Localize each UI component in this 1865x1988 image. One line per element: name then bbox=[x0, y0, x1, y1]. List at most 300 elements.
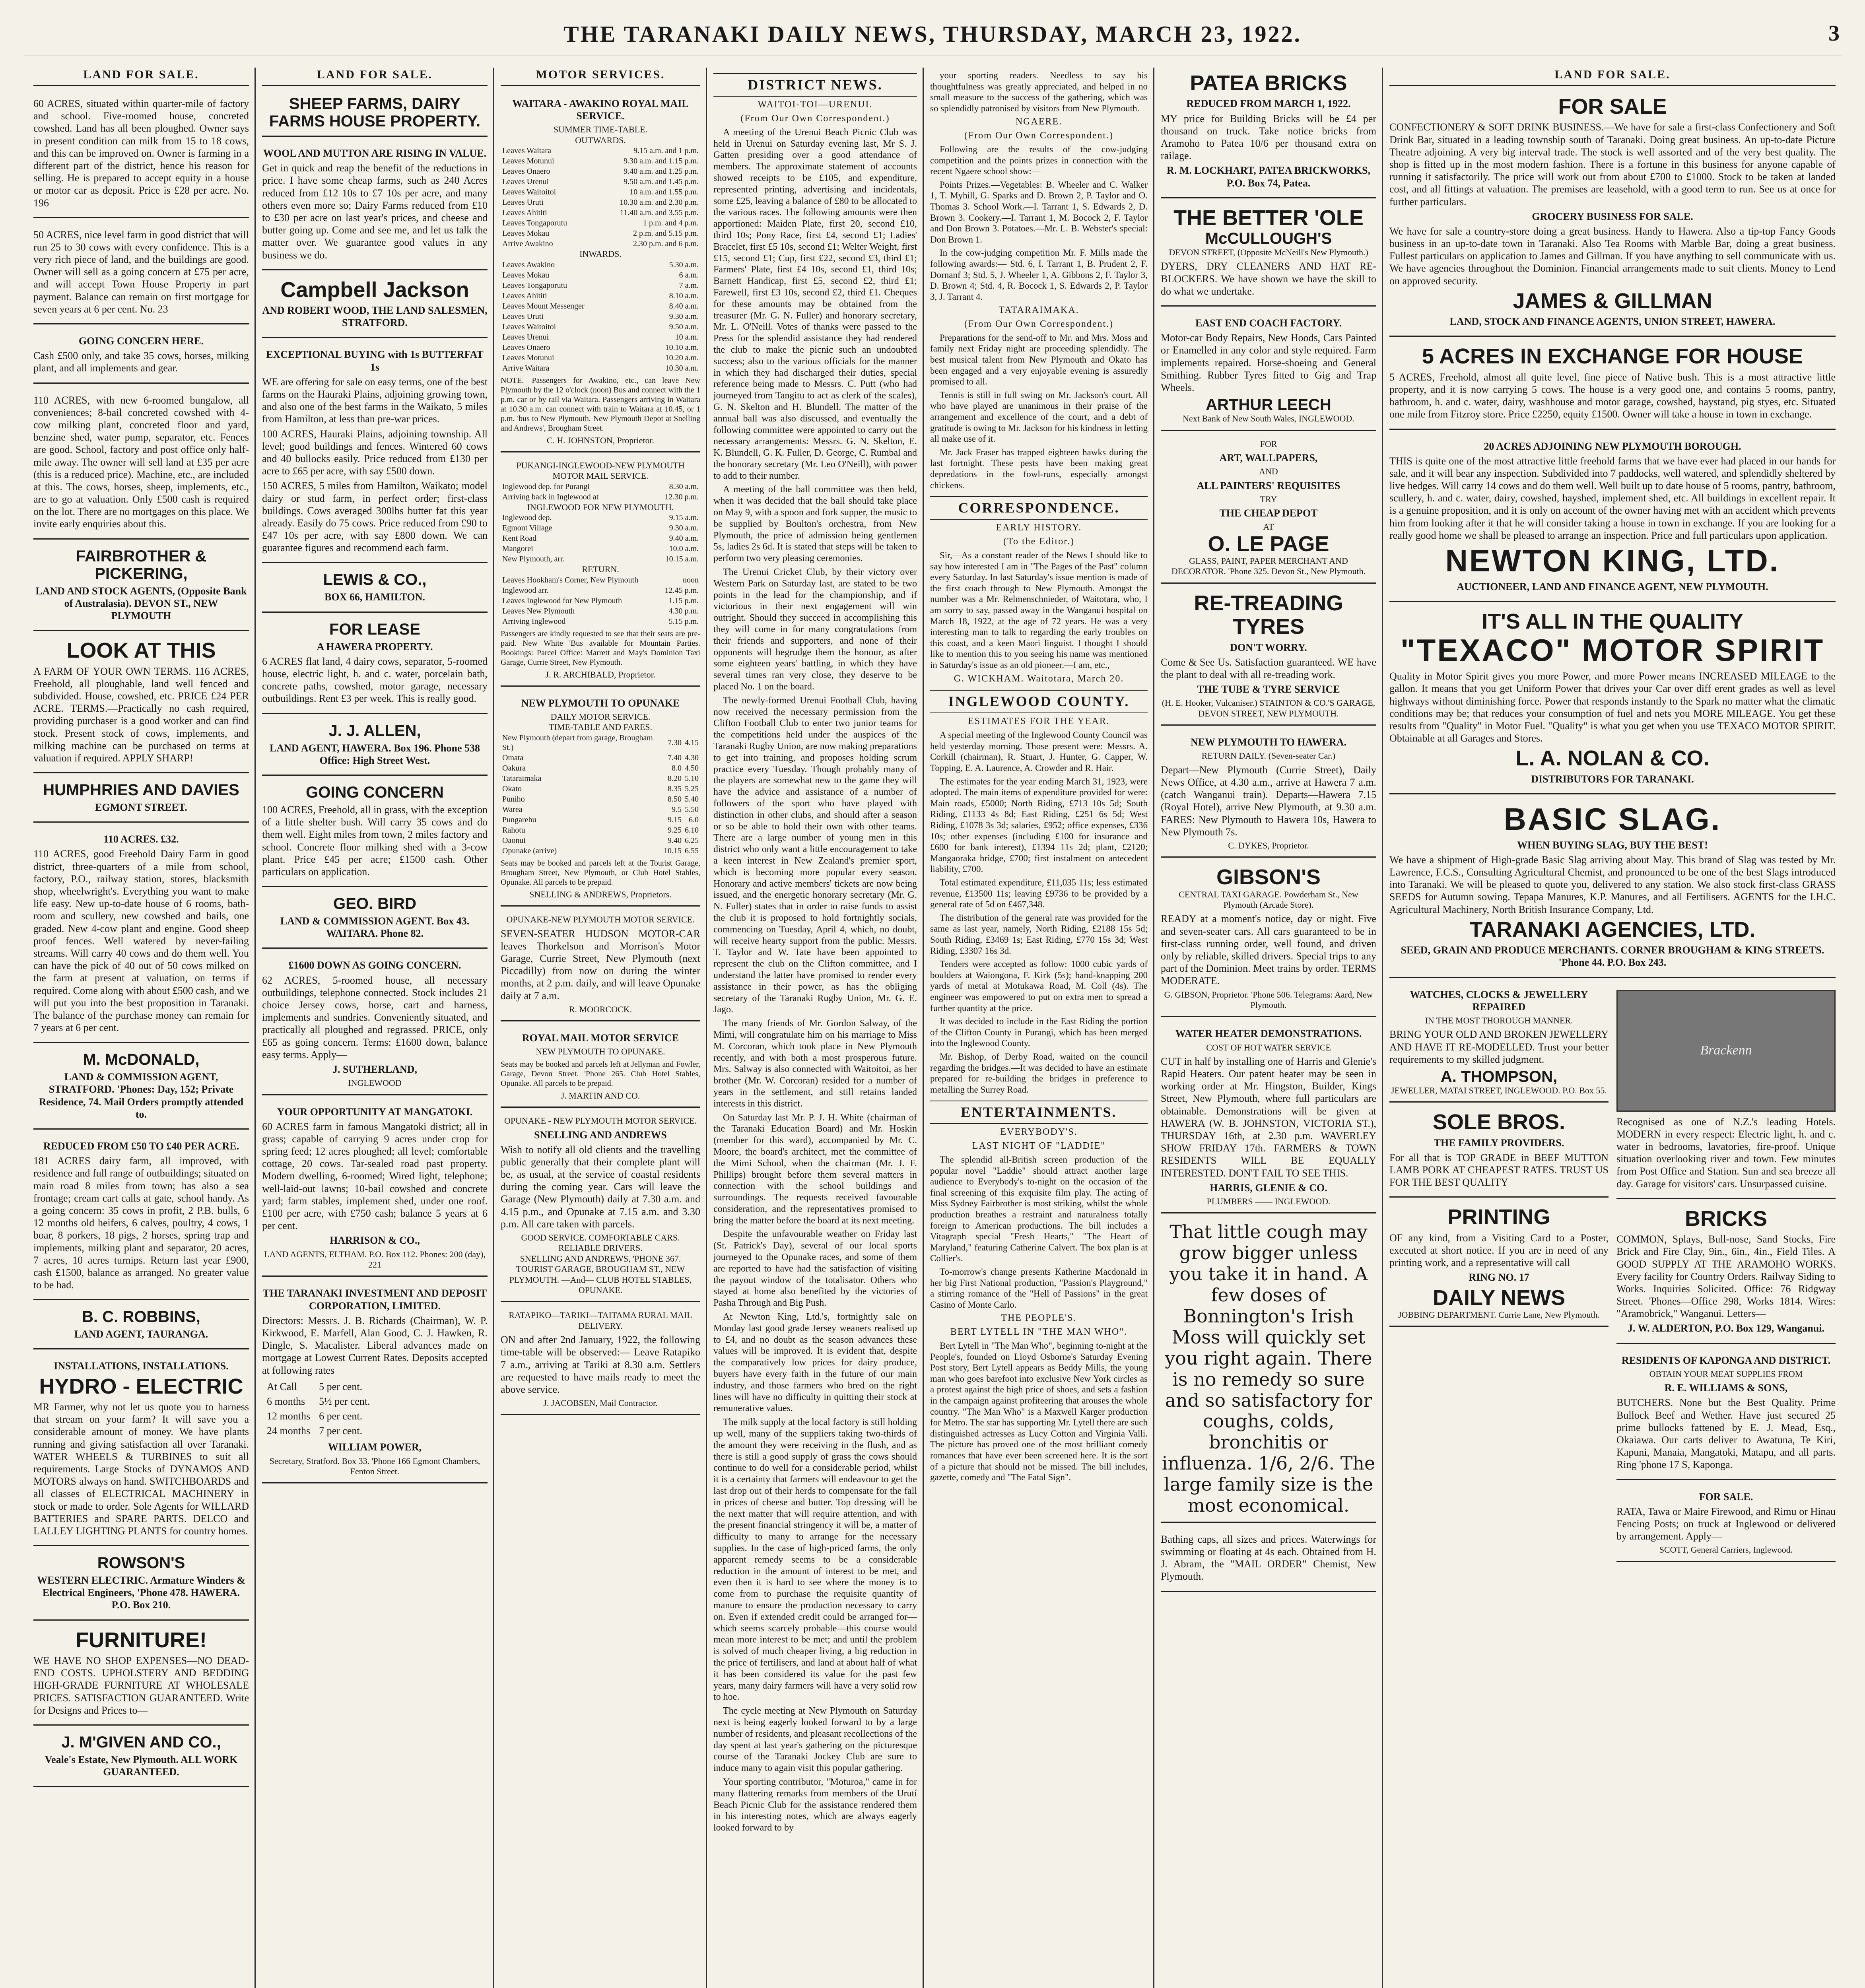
ad-subheading: PLUMBERS —— INGLEWOOD. bbox=[1206, 1196, 1331, 1206]
timetable-cell: 9.30 a.m. and 1.15 p.m. bbox=[624, 157, 699, 166]
ad-signature: J. MARTIN AND CO. bbox=[561, 1090, 640, 1101]
ad-subheading: REDUCED FROM £50 TO £40 PER ACRE. bbox=[43, 1140, 239, 1152]
ad-subheading: WOOL AND MUTTON ARE RISING IN VALUE. bbox=[263, 148, 487, 159]
ad-subheading: WESTERN ELECTRIC. Armature Winders & Electrical Engineers, 'Phone 478. HAWERA. P.O. Box 210. bbox=[37, 1574, 245, 1611]
ad-heading: NEWTON KING, LTD. bbox=[1445, 543, 1780, 579]
article-paragraph: Sir,—As a constant reader of the News I should like to say how interested I am in "The Pages of the Past" column every Saturday. In last Saturday's issue mention is made of the first coach through to New Plymouth. Amongst the number was a Mr. Relmenschnieder, of Waitotara, who, I am sorry to say, passed away in the Wanganui hospital on March 18, 1922, at the age of 72 years. He was a very interesting man to talk to regarding the early troubles on this coast, and a keen Maori linguist. I thought I should like to mention this to you seeing his name was mentioned in Saturday's issue as an old pioneer.—I am, etc., bbox=[930, 550, 1148, 670]
table-cell: 7 per cent. bbox=[319, 1425, 363, 1437]
ad-text: WE are offering for sale on easy terms, one of the best farms on the Hauraki Plains, adjoining growing town, and also one of the best farms in the Waikato, 5 miles from Hamilton, at less than pre-war prices. bbox=[262, 376, 488, 425]
timetable-row bbox=[501, 260, 700, 270]
timetable-row bbox=[501, 146, 700, 156]
classified-ad bbox=[262, 1099, 488, 1277]
timetable-cell: Mangorei bbox=[502, 544, 533, 553]
article-paragraph: To-morrow's change presents Katherine Macdonald in her big First National production, "Passion's Playground," a stirring romance of the "Hell of Passions" in the great Casino of Monte Carlo. bbox=[930, 1267, 1148, 1310]
timetable-cell: 9.50 a.m. bbox=[669, 322, 699, 331]
ad-heading: NEW PLYMOUTH TO HAWERA. bbox=[1190, 736, 1346, 748]
ad-signature: G. GIBSON, Proprietor. 'Phone 506. Telegrams: Aard, New Plymouth. bbox=[1164, 989, 1373, 1010]
ad-heading: B. C. ROBBINS, bbox=[82, 1308, 200, 1326]
timetable-cell: Leaves Waitoitoi bbox=[502, 188, 556, 197]
article-paragraph: Total estimated expenditure, £11,035 11s; less estimated revenue, £13500 11s; leaving £9736 to be provided by a general rate of 5d on £467,348. bbox=[930, 878, 1148, 910]
timetable-row bbox=[501, 322, 700, 332]
ad-subheading: REDUCED FROM MARCH 1, 1922. bbox=[1186, 98, 1351, 110]
section-heading: LAND FOR SALE. bbox=[262, 68, 488, 86]
timetable-row bbox=[501, 733, 700, 753]
table-row bbox=[263, 1394, 374, 1408]
ad-subheading: DON'T WORRY. bbox=[1230, 641, 1307, 653]
ad-line: AND bbox=[1259, 466, 1278, 477]
ad-heading: PRINTING bbox=[1447, 1205, 1550, 1229]
ad-text: 150 ACRES, 5 miles from Hamilton, Waikato; model dairy or stud farm, in perfect order; first-class buildings. Cows averaged 300lbs butter fat this year already. Easily do 75 cows. Price reduced from £90 to £47 10s per acre, with say £800 down. We can guarantee figures and recommend each farm. bbox=[262, 480, 488, 554]
ad-subheading: THE TARANAKI INVESTMENT AND DEPOSIT CORPORATION, LIMITED. bbox=[262, 1287, 487, 1312]
ad-signature: SNELLING AND ANDREWS, 'PHONE 367. TOURIST GARAGE, BROUGHAM ST., NEW PLYMOUTH. —And— CLUB HOTEL STABLES, OPUNAKE. bbox=[509, 1253, 692, 1295]
timetable-row bbox=[501, 280, 700, 291]
timetable-cell: Leaves Waitoitoi bbox=[502, 322, 556, 331]
timetable-row bbox=[501, 513, 700, 523]
timetable-cell: 12.30 p.m. bbox=[664, 492, 699, 501]
timetable bbox=[501, 260, 700, 373]
classified-ad bbox=[262, 567, 488, 612]
ad-signature: R. M. LOCKHART, PATEA BRICKWORKS, P.O. Box 74, Patea. bbox=[1167, 165, 1370, 189]
column-1 bbox=[28, 68, 254, 1988]
ad-heading: BASIC SLAG. bbox=[1504, 801, 1721, 837]
timetable-row bbox=[501, 239, 700, 249]
timetable-row bbox=[501, 606, 700, 616]
timetable-cell: Arrive Awakino bbox=[502, 239, 553, 248]
ad-text: 110 ACRES, good Freehold Dairy Farm in good district, three-quarters of a mile from school, factory, P.O., railway station, stores, blacksmith shop, wheelwright's. Everything you want to make life easy. New up-to-date house of 6 rooms, bath-room and scullery, new cowshed and bails, one graded. New 4-cow plant and engine. Good sheep proof fences. Well watered by never-failing streams. Will carry 40 cows and do them well. You can have the pick of 40 out of 50 cows milked on the farm at present at valuation, on terms if required. Come along with about £500 cash, and we will put you into the best proposition in Taranaki. The balance of the purchase money can remain for 7 years at 6 per cent. bbox=[33, 848, 249, 1034]
article-paragraph: The estimates for the year ending March 31, 1923, were adopted. The main items of expenditure provided for were: Main roads, £5000; North Riding, £713 10s 5d; South Riding, £1133 4s 8d; East Riding, £251 6s 5d; West Riding, £1078 3s 3d; salaries, £952; office expenses, £336 10s; other expenses (including £100 for insurance and £600 for bank interest), £1394 11s 2d; plant, £2120; Mangaoraka bridge, £700; first instalment on antecedent liability, £700. bbox=[930, 776, 1148, 874]
timetable-cell: 9.30 a.m. bbox=[669, 524, 699, 533]
timetable-ad bbox=[501, 691, 700, 907]
classified-ad bbox=[33, 222, 249, 324]
timetable-cell: Inglewood arr. bbox=[502, 586, 549, 595]
ad-subheading: DAILY MOTOR SERVICE. bbox=[550, 712, 651, 722]
ad-signature: SNELLING & ANDREWS, Proprietors. bbox=[529, 889, 672, 899]
table-row bbox=[263, 1424, 374, 1438]
timetable-cell: 4.30 p.m. bbox=[668, 606, 699, 615]
ad-heading: J. J. ALLEN, bbox=[328, 722, 421, 740]
classified-ad bbox=[33, 328, 249, 384]
column-4 bbox=[708, 68, 923, 1988]
timetable-cell: Leaves Motunui bbox=[502, 157, 554, 166]
article-byline: (From Our Own Correspondent.) bbox=[740, 113, 890, 124]
table-cell: 24 months bbox=[267, 1425, 311, 1437]
timetable-cell: 5.50 bbox=[685, 805, 699, 814]
ad-subheading: AUCTIONEER, LAND AND FINANCE AGENT, NEW PLYMOUTH. bbox=[1457, 580, 1768, 592]
ad-subheading: GLASS, PAINT, PAPER MERCHANT AND DECORATOR. 'Phone 325. Devon St., New Plymouth. bbox=[1171, 556, 1366, 577]
article-paragraph: A meeting of the ball committee was then held, when it was decided that the ball should take place on May 9, with a spoon and fork supper, the music to be supplied by Boulton's orchestra, from New Plymouth, the price of admission being gentlemen 5s, ladies 2s 6d. It is stated that steps will be taken to perform two very pleasing ceremonies. bbox=[713, 484, 917, 564]
ad-subheading: JEWELLER, MATAI STREET, INGLEWOOD. P.O. Box 55. bbox=[1391, 1085, 1607, 1095]
timetable-row bbox=[501, 825, 700, 835]
timetable-cell: 9.40 bbox=[668, 836, 682, 845]
timetable-cell: 9.40 a.m. and 1.25 p.m. bbox=[624, 167, 699, 176]
timetable-row bbox=[501, 835, 700, 846]
classified-ad bbox=[33, 1134, 249, 1300]
ad-subheading: OUTWARDS. bbox=[575, 135, 626, 145]
ad-text: 6 ACRES flat land, 4 dairy cows, separator, 5-roomed house, electric light, h. and c. water, porcelain bath, concrete paths, cowshed, motor garage, necessary outbuildings. Rent £3 per week. This is really good. bbox=[262, 655, 488, 705]
table-row bbox=[263, 1409, 374, 1423]
section-heading: MOTOR SERVICES. bbox=[501, 68, 700, 86]
timetable-cell: Rahotu bbox=[502, 825, 525, 835]
ad-signature: SCOTT, General Carriers, Inglewood. bbox=[1659, 1545, 1793, 1555]
timetable-cell: Puniho bbox=[502, 794, 525, 804]
classified-ad bbox=[1616, 982, 1836, 1199]
ad-text: We have a shipment of High-grade Basic Slag arriving about May. This brand of Slag was tested by Mr. Lawrence, F.C.S., Consulting Agricultural Chemist, and pronounced to be one of the best Slags introduced into Taranaki. We will be pleased to quote you, delivered to any station. We also stock first-class GRASS SEEDS for Autumn sowing. Tepapa Manures, K.P. Manures, and all Fertilisers. AGENTS for the I.H.C. Agricultural Machinery, North British Insurance Company, Ltd. bbox=[1389, 854, 1836, 915]
article-paragraph: The distribution of the general rate was provided for the same as last year, namely, North Riding, £2188 15s 5d; South Riding, £3469 1s; East Riding, £770 15s 3d; West Riding, £3307 16s 3d. bbox=[930, 912, 1148, 956]
timetable-cell: 2.30 p.m. and 6 p.m. bbox=[633, 239, 699, 248]
timetable-cell: Leaves Uruti bbox=[502, 198, 544, 207]
ad-text: CONFECTIONERY & SOFT DRINK BUSINESS.—We have for sale a first-class Confectionery and Soft Drink Bar, situated in a leading township south of Taranaki. Doing great business. An up-to-date Picture Theatre adjoining. A very big interval trade. The stock is well assorted and of the very best quality. The shop is fitted up in the most modern fashion. There is a fortune in this business for anyone capable of running it satisfactorily. The price will work out from about £700 to £1000. Stock to be taken at landed cost, and all fittings at valuation. The premises are leasehold, with a good term to run. See us at once for further particulars. bbox=[1389, 121, 1836, 208]
timetable-cell: Leaves Urenui bbox=[502, 177, 549, 186]
ad-heading: 5 ACRES IN EXCHANGE FOR HOUSE bbox=[1422, 344, 1803, 369]
article-paragraph: A meeting of the Urenui Beach Picnic Club was held in Urenui on Saturday evening last, Mr S. J. Gatten presiding over a good attendance of members. The approximate statement of accounts showed receipts to be £105, and expenditure, represented printing, advertising and incidentals, some £25, leaving a balance of £80 to be allocated to the various races. The following amounts were then apportioned: Maiden Plate, first 20, second £10, third 10s; Pony Race, first £4, second £1; Ladies' Bracelet, first £5 10s, second £1; Welter Weight, first £15, second £1; Cup, first £22, second £3, third £1; Farmers' Plate, first £4 10s, second £1, third 10s; Barnett Handicap, first £5, second £2, third £1; Farewell, first £3 10s, second £2, third £1. Cheques for these amounts may be obtained from the treasurer (Mr. G. N. Fuller) and honorary secretary, Mr. L. O'Neill. Votes of thanks were passed to the Press for the splendid assistance they had rendered the club to make the picnic such an undoubted success; also to the various officials for the manner in which they had discharged their duties, special reference being made to Messrs. C. Putt (who had journeyed from Tangitu to act as clerk of the scales), G. N. Skelton and H. Blundell. The matter of the annual ball was also discussed, and eventually the following committee were appointed to carry out the necessary arrangements: Messrs. G. N. Skelton, E. K. Blundell, G. K. Fuller, D. George, C. Rumbal and the honorary secretary (Mr. Leo O'Neill), with power to add to their number. bbox=[713, 127, 917, 481]
timetable-row bbox=[501, 311, 700, 322]
article-paragraph: Mr. Bishop, of Derby Road, waited on the council regarding the bridges.—It was decided to have an estimate prepared for re-building the bridges in preference to metalling the Surrey Road. bbox=[930, 1051, 1148, 1095]
ad-text: 181 ACRES dairy farm, all improved, with residence and full range of outbuildings; situated on main road 8 miles from town; has also a sea frontage; cream cart calls at gate, school handy. As a going concern: 35 cows in profit, 2 P.B. bulls, 6 12 months old heifers, 6 calves, poultry, 4 cows, 1 boar, 8 porkers, 18 pigs, 2 horses, spring trap and implements, milking plant and separator, 20 acres, 7 acres, 10 acres turnips. Return last year £900, cash £1500, balance as arranged. No greater value to be had. bbox=[33, 1155, 249, 1291]
timetable-ad bbox=[501, 91, 700, 452]
ad-subheading: OPUNAKE-NEW PLYMOUTH MOTOR SERVICE. bbox=[506, 914, 695, 925]
timetable-cell: 6 a.m. bbox=[679, 270, 699, 280]
article-paragraph: On Saturday last Mr. P. J. H. White (chairman of the Taranaki Education Board) and Mr. Hoskin (member for this ward), accompanied by Mr. C. Moore, the board's architect, met the committee of the Mimi School, when the chairman (Mr. J. F. Phillips) brought before them several matters in connection with the school buildings and surroundings. The requests received favourable consideration, and the representatives promised to bring the matter before the board at its next meeting. bbox=[713, 1112, 917, 1226]
ad-text: 62 ACRES, 5-roomed house, all necessary outbuildings, telephone connected. Stock includes 21 choice Jersey cows, horse, cart and harness, implements and sundries. Conveniently situated, and practically all ploughed and regrassed. PRICE, only £65 as going concern. Terms: £1600 down, balance easy terms. Apply— bbox=[262, 974, 488, 1060]
timetable-cell: Leaves Motunui bbox=[502, 353, 554, 362]
timetable-row bbox=[501, 846, 700, 856]
table-cell: At Call bbox=[267, 1380, 297, 1392]
article-paragraph: Despite the unfavourable weather on Friday last (St. Patrick's Day), several of our local sports journeyed to the Opunake races, and some of them are reported to have had the satisfaction of visiting the payout window of the totalisator. Others who stayed at home also benefited by the victories of Pasha Through and Big Push. bbox=[713, 1229, 917, 1309]
timetable-row bbox=[501, 753, 700, 763]
table-cell: 12 months bbox=[267, 1410, 311, 1422]
ad-text: READY at a moment's notice, day or night. Five and seven-seater cars. All cars guaranteed to be in first-class running order, well found, and driven only by reliable, skilled drivers. Special trips to any part of the Dominion. Meet trains by order. TERMS MODERATE. bbox=[1161, 913, 1376, 987]
classified-ad bbox=[1389, 606, 1836, 794]
classified-ad bbox=[33, 388, 249, 540]
ad-subheading: LAND & COMMISSION AGENT. Box 43. WAITARA. Phone 82. bbox=[280, 915, 470, 940]
classified-ad bbox=[1161, 202, 1376, 307]
ad-subheading: RING NO. 17 bbox=[1469, 1272, 1529, 1283]
timetable-row bbox=[501, 554, 700, 564]
timetable-row bbox=[501, 197, 700, 208]
ad-subheading: NEW PLYMOUTH TO OPUNAKE bbox=[521, 697, 680, 709]
timetable-row bbox=[501, 596, 700, 606]
ad-text: Bathing caps, all sizes and prices. Waterwings for swimming or floating at 4s each. Obtained from H. J. Abram, the "MAIL ORDER" Chemist, New Plymouth. bbox=[1161, 1533, 1376, 1582]
timetable-cell: 8.30 a.m. bbox=[669, 482, 699, 491]
timetable-row bbox=[501, 523, 700, 533]
ad-heading: GIBSON'S bbox=[1216, 865, 1321, 889]
ad-text: 60 ACRES, situated within quarter-mile of factory and school. Five-roomed house, concreted cowshed. Land has all been ploughed. Owner says in present condition can milk from 15 to 18 cows, and this can be improved on. Owner is farming in a different part of the district, hence his reason for selling. He is prepared to accept equity in a house or motor car as deposit. Price is £28 per acre. No. 196 bbox=[33, 98, 249, 209]
timetable-cell: 10 a.m. and 1.55 p.m. bbox=[629, 188, 699, 197]
ad-heading: GEO. BIRD bbox=[333, 895, 416, 913]
ad-subheading: PUKANGI-INGLEWOOD-NEW PLYMOUTH MOTOR MAIL SERVICE. bbox=[516, 460, 685, 481]
ad-line: IT'S ALL IN THE QUALITY bbox=[1482, 610, 1743, 634]
classified-ad bbox=[1616, 1484, 1836, 1562]
column-rule bbox=[254, 68, 256, 1988]
timetable-row bbox=[501, 208, 700, 218]
article-paragraph: A special meeting of the Inglewood County Council was held yesterday morning. Those present were: Messrs. A. Corkill (chairman), R. Stuart, J. Hunter, G. Capper, W. Topping, E. A. Laurence, A. Crowder and R. Hair. bbox=[930, 730, 1148, 773]
masthead bbox=[24, 12, 1841, 57]
ad-subheading: THE FAMILY PROVIDERS. bbox=[1434, 1137, 1564, 1149]
column-7 bbox=[1384, 68, 1841, 1988]
section-heading: LAND FOR SALE. bbox=[33, 68, 249, 86]
ad-text: Come & See Us. Satisfaction guaranteed. WE have the plant to deal with all re-treading work. bbox=[1161, 656, 1376, 681]
ad-heading: Campbell Jackson bbox=[280, 278, 469, 302]
ad-subheading: HARRISON & CO., bbox=[330, 1235, 420, 1246]
ad-line: ALL PAINTERS' REQUISITES bbox=[1197, 480, 1340, 491]
ad-text: Recognised as one of N.Z.'s leading Hotels. MODERN in every respect: Electric light, h. and c. water in bedrooms, lavatories, fire-proof. Unique situation overlooking river and town. Few minutes from Post Office and Station. Sun and sea breeze all day. Garage for visitors' cars. Unsurpassed cuisine. bbox=[1616, 1116, 1836, 1190]
classified-ad bbox=[33, 1625, 249, 1726]
timetable-cell: 9.15 bbox=[668, 815, 682, 824]
ad-heading: RE-TREADING TYRES bbox=[1194, 591, 1343, 639]
article-subtitle: LAST NIGHT OF "LADDIE" bbox=[972, 1141, 1106, 1151]
ad-heading: SHEEP FARMS, DAIRY FARMS HOUSE PROPERTY. bbox=[269, 95, 481, 130]
timetable-cell: 8.50 bbox=[668, 794, 682, 804]
table-row bbox=[263, 1380, 374, 1394]
timetable-cell: Arriving back in Inglewood at bbox=[502, 492, 599, 501]
ad-subheading: NEW PLYMOUTH TO OPUNAKE. bbox=[536, 1046, 665, 1057]
ad-signature: J. W. ALDERTON, P.O. Box 129, Wanganui. bbox=[1628, 1322, 1824, 1334]
ad-subheading: BOX 66, HAMILTON. bbox=[324, 591, 425, 603]
ad-subheading: OBTAIN YOUR MEAT SUPPLIES FROM bbox=[1649, 1369, 1803, 1379]
timetable-cell: Opunake (arrive) bbox=[502, 846, 557, 855]
timetable-cell: Pungarehu bbox=[502, 815, 536, 824]
timetable-cell: 10.0 a.m. bbox=[669, 544, 699, 553]
timetable-cell: Leaves Onaero bbox=[502, 167, 550, 176]
timetable-cell: Leaves Awakino bbox=[502, 260, 555, 269]
ad-subheading: RATAPIKO—TARIKI—TAITAMA RURAL MAIL DELIVERY. bbox=[509, 1310, 692, 1331]
timetable-row bbox=[501, 784, 700, 794]
timetable-row bbox=[501, 533, 700, 544]
timetable-cell: 9.15 a.m. bbox=[669, 513, 699, 522]
timetable-cell: Leaves Onaero bbox=[502, 343, 550, 352]
ad-heading: SNELLING AND ANDREWS bbox=[534, 1129, 667, 1141]
classified-ad bbox=[1389, 434, 1836, 602]
ad-signature: J. R. ARCHIBALD, Proprietor. bbox=[545, 669, 656, 679]
timetable-cell: 5.15 p.m. bbox=[668, 617, 699, 626]
timetable-cell: 6.25 bbox=[685, 836, 699, 845]
timetable-cell: Egmont Village bbox=[502, 524, 552, 533]
classified-ad bbox=[501, 911, 700, 1021]
classified-ad bbox=[33, 635, 249, 773]
ad-text: WE HAVE NO SHOP EXPENSES—NO DEAD-END COSTS. UPHOLSTERY AND BEDDING HIGH-GRADE FURNITURE AT WHOLESALE PRICES. SATISFACTION GUARANTEED. Write for Designs and Prices to— bbox=[33, 1655, 249, 1716]
timetable-cell: 8.0 bbox=[672, 763, 682, 773]
article-paragraph: Preparations for the send-off to Mr. and Mrs. Moss and family next Friday night are proceeding splendidly. The best musical talent from New Plymouth and Okato has been engaged and a very enjoyable evening is assuredly promised to all. bbox=[930, 332, 1148, 387]
section-heading: LAND FOR SALE. bbox=[1389, 68, 1836, 86]
timetable-cell: 6.0 bbox=[689, 815, 699, 824]
timetable bbox=[501, 481, 700, 502]
timetable bbox=[501, 513, 700, 564]
timetable-cell: 8.40 a.m. bbox=[669, 301, 699, 311]
classified-ad bbox=[1389, 1202, 1609, 1327]
deposit-rates-table bbox=[262, 1379, 375, 1439]
classified-ad bbox=[33, 544, 249, 631]
column-6 bbox=[1155, 68, 1382, 1988]
column-5 bbox=[925, 68, 1153, 1988]
timetable-cell: 7.30 bbox=[668, 738, 682, 747]
article-paragraph: Your sporting contributor, "Moturoa," came in for many flattering remarks from members of the Urutí Beach Picnic Club for the assistance rendered them in his interesting notes, which are always eagerly looked forward to by bbox=[713, 1776, 917, 1833]
ad-text: Get in quick and reap the benefit of the reductions in price. I have some cheap farms, such as 240 Acres reduced from £12 10s to £7 10s per acre, and many others even more so; Dairy Farms reduced from £10 to £30 per acre on last year's prices, and cheese and butter going up. Come and see me, and let us talk the matter over. We guarantee good values in any business we do. bbox=[262, 162, 488, 261]
ad-subheading: WAITARA - AWAKINO ROYAL MAIL SERVICE. bbox=[512, 98, 689, 122]
ad-signature: R. MOORCOCK. bbox=[569, 1004, 632, 1014]
timetable-cell: 2 p.m. and 5.15 p.m. bbox=[633, 229, 699, 238]
timetable-cell: 6.10 bbox=[685, 825, 699, 835]
ad-text: BUTCHERS. None but the Best Quality. Prime Bullock Beef and Wether. Have just secured 25 prime bullocks fattened by E. J. Mead, Esq., Okaiawa. Our carts deliver to Awatuna, Te Kiri, Kapuni, Manaia, Mangatoki, Matapu, and all parts. Ring 'phone 17 S, Kaponga. bbox=[1616, 1397, 1836, 1471]
classified-ad bbox=[1161, 862, 1376, 1017]
timetable-row bbox=[501, 177, 700, 187]
timetable-row bbox=[501, 301, 700, 311]
timetable-cell: 10.30 a.m. bbox=[665, 363, 699, 373]
article-paragraph: your sporting readers. Needless to say his thoughtfulness was greatly appreciated, and helped in no small measure to the success of the gathering, which was so splendidly patronised by visitors from New Plymouth. bbox=[930, 70, 1148, 113]
article-subtitle: BERT LYTELL IN "THE MAN WHO". bbox=[950, 1327, 1128, 1338]
ad-subheading: LAND AGENT, TAURANGA. bbox=[74, 1328, 208, 1340]
classified-ad bbox=[262, 342, 488, 563]
timetable-cell: Leaves Inglewood for New Plymouth bbox=[502, 596, 622, 605]
column-3 bbox=[495, 68, 706, 1988]
classified-ad bbox=[262, 891, 488, 949]
timetable-cell: Oakura bbox=[502, 763, 526, 773]
timetable-cell: Leaves Ahititi bbox=[502, 291, 547, 300]
article-paragraph: At Newton King, Ltd.'s, fortnightly sale on Monday last good grade Jersey weaners realised up to £4, and no doubt as the season advances these values will be improved. It is evident that, despite the comparatively low prices for dairy produce, buyers have every faith in the future of our main industry, and those farmers who bred on the right lines will have no difficulty in quitting their stock at remunerative values. bbox=[713, 1312, 917, 1414]
ad-text: Motor-car Body Repairs, New Hoods, Cars Painted or Enamelled in any color and style required. Farm implements repaired. Horse-shoeing and General Smithing. Rubber Tyres fitted to Gig and Trap Wheels. bbox=[1161, 332, 1376, 393]
ad-subheading: YOUR OPPORTUNITY AT MANGATOKI. bbox=[277, 1106, 473, 1118]
ad-subheading: 20 ACRES ADJOINING NEW PLYMOUTH BOROUGH. bbox=[1484, 440, 1741, 452]
masthead-title: THE TARANAKI DAILY NEWS, THURSDAY, MARCH 23, 1922. bbox=[563, 21, 1302, 47]
timetable-row bbox=[501, 187, 700, 197]
classified-ad bbox=[1389, 982, 1609, 1103]
ad-subheading: JOBBING DEPARTMENT. Currie Lane, New Plymouth. bbox=[1398, 1310, 1600, 1320]
ad-heading: ROWSON'S bbox=[97, 1554, 185, 1572]
classified-ad bbox=[33, 91, 249, 218]
article-paragraph: The splendid all-British screen production of the popular novel "Laddie" should attract another large audience to Everybody's to-night on the occasion of the final screening of this exquisite film play. The acting of Miss Sydney Fairbrother is most striking, whilst the whole production breathes a restraint and naturalness totally foreign to American productions. The bill includes a Vitagraph special "Fresh Hearts," "The Heart of Maryland," featuring Catherine Calvert. The box plan is at Collier's. bbox=[930, 1155, 1148, 1264]
ad-subheading: Secretary, Stratford. Box 33. 'Phone 166 Egmont Chambers, Fenton Street. bbox=[269, 1456, 480, 1477]
timetable-row bbox=[501, 228, 700, 239]
timetable-row bbox=[501, 218, 700, 228]
timetable-row bbox=[501, 270, 700, 280]
classified-ad bbox=[33, 1047, 249, 1130]
ad-subheading: GROCERY BUSINESS FOR SALE. bbox=[1532, 210, 1693, 222]
ad-heading: ARTHUR LEECH bbox=[1206, 396, 1331, 414]
timetable-cell: Arrive Waitara bbox=[502, 363, 550, 373]
ad-heading: PATEA BRICKS bbox=[1190, 71, 1347, 95]
ad-subheading: LAND AND STOCK AGENTS, (Opposite Bank of Australasia). DEVON ST., NEW PLYMOUTH bbox=[35, 585, 247, 621]
timetable-cell: Leaves Mount Messenger bbox=[502, 301, 585, 311]
section-heading: CORRESPONDENCE. bbox=[930, 496, 1148, 520]
ad-subheading: DISTRIBUTORS FOR TARANAKI. bbox=[1531, 773, 1694, 785]
timetable-cell: 10.15 a.m. bbox=[665, 555, 699, 564]
ad-heading: THE TUBE & TYRE SERVICE bbox=[1197, 683, 1340, 695]
ad-subheading: LAND AGENTS, ELTHAM. P.O. Box 112. Phones: 200 (day), 221 bbox=[264, 1249, 486, 1270]
timetable-cell: Leaves Uruti bbox=[502, 312, 544, 321]
timetable-cell: noon bbox=[683, 575, 699, 584]
ad-heading: LEWIS & CO., bbox=[323, 571, 427, 589]
timetable-cell: 1.15 p.m. bbox=[668, 596, 699, 605]
timetable-cell: Leaves Tongaporutu bbox=[502, 219, 567, 228]
section-heading: DISTRICT NEWS. bbox=[713, 73, 917, 97]
timetable-cell: Leaves Mokau bbox=[502, 270, 550, 280]
timetable-cell: 9.50 a.m. and 1.45 p.m. bbox=[624, 177, 699, 186]
ad-text: 5 ACRES, Freehold, almost all quite level, fine piece of Native bush. This is a most attractive little property, and it is now carrying 5 cows. The house is a very good one, and contains 5 rooms, pantry, bathroom, h. and c. water, dairy, washhouse and motor garage, cowshed, haystand, pig styes, etc. Situated one mile from Fitzroy store. Price £2250, equity £1500. Owner will take a house in town in exchange. bbox=[1389, 371, 1836, 420]
ad-text: THIS is quite one of the most attractive little freehold farms that we have ever had placed in our hands for sale, and it will bear any inspection. Subdivided into 7 paddocks, well watered, and splendidly sheltered by live hedges. Will carry 14 cows and do them well. Well built up to date house of 5 rooms, pantry, bathroom, scullery, h. and c. water, dairy, cowshed, hayshed, implement shed, etc. All buildings in excellent repair. It is a genuine proposition, and it is only on account of the owner having met with an accident which prevents him from looking after it that he will consider taking a house in town in exchange. If you are looking for a really good home we shall be pleased to arrange an inspection. Price and full particulars upon application. bbox=[1389, 455, 1836, 541]
classified-ad bbox=[262, 141, 488, 270]
classified-ad bbox=[1161, 68, 1376, 198]
ad-heading: WATER HEATER DEMONSTRATIONS. bbox=[1175, 1028, 1362, 1040]
classified-ad bbox=[1616, 1348, 1836, 1480]
timetable-row bbox=[501, 815, 700, 825]
article-byline: (From Our Own Correspondent.) bbox=[964, 130, 1114, 141]
ad-text: We have for sale a country-store doing a great business. Handy to Hawera. Also a tip-top Fancy Goods business in an up-to-date town in Taranaki. Also Tea Rooms with Marble Bar, doing a great business. Fullest particulars on application to James and Gillman. If you have anything to sell communicate with us. We have agencies throughout the Dominion. Financial arrangements made to suit clients. Money to Lend on approved security. bbox=[1389, 225, 1836, 287]
ad-subheading: LAND & COMMISSION AGENT, STRATFORD. 'Phones: Day, 152; Private Residence, 74. Mail Orders promptly attended to. bbox=[39, 1071, 244, 1120]
classified-ad bbox=[262, 953, 488, 1095]
timetable-cell: 5.40 bbox=[685, 794, 699, 804]
ad-line: TRY bbox=[1260, 494, 1277, 504]
ad-text: Wish to notify all old clients and the travelling public generally that their complete plant will be, as usual, at the service of coastal residents during the coming year. Cars will leave the Garage (New Plymouth) daily at 7.30 a.m. and 4.15 p.m., and Opunake at 7.15 a.m. and 3.30 p.m. All care taken with parcels. bbox=[501, 1143, 700, 1230]
ad-heading: SOLE BROS. bbox=[1432, 1110, 1566, 1134]
classified-ad bbox=[262, 780, 488, 887]
ad-heading: McCULLOUGH'S bbox=[1205, 230, 1332, 248]
ad-text: 60 ACRES farm in famous Mangatoki district; all in grass; capable of carrying 9 acres under crop for spring feed; 12 acres ploughed; all level; comfortable cottage, 20 cows. Tar-sealed road past property. Modern dwelling, 6-roomed; Wired light, telephone; well-laid-out lawns; 10-bail cowshed and concrete yard; farm stables, implement shed, under one roof. £100 per acre, with £750 cash; balance 5 years at 6 per cent. bbox=[262, 1120, 488, 1232]
timetable-cell: New Plymouth, arr. bbox=[502, 555, 565, 564]
timetable-row bbox=[501, 575, 700, 585]
timetable-cell: Leaves Tongaporutu bbox=[502, 281, 567, 290]
timetable-cell: 9.5 bbox=[672, 805, 682, 814]
classified-ad bbox=[1161, 1021, 1376, 1213]
classified-ad bbox=[1161, 435, 1376, 584]
ad-heading: JAMES & GILLMAN bbox=[1513, 289, 1712, 313]
ad-heading: WATCHES, CLOCKS & JEWELLERY REPAIRED bbox=[1410, 988, 1588, 1013]
timetable-row bbox=[501, 166, 700, 177]
timetable-row bbox=[501, 363, 700, 373]
timetable-row bbox=[501, 481, 700, 492]
classified-ad bbox=[33, 777, 249, 823]
ad-subheading: WILLIAM POWER, bbox=[328, 1441, 422, 1453]
column-rule bbox=[706, 68, 707, 1988]
ad-text: BRING YOUR OLD AND BROKEN JEWELLERY AND HAVE IT RE-MODELLED. Trust your better requirements to my skilled judgment. bbox=[1389, 1029, 1609, 1065]
timetable-cell: Okato bbox=[502, 784, 522, 793]
ad-heading: BRICKS bbox=[1684, 1206, 1767, 1231]
timetable-cell: Inglewood dep. for Purangi bbox=[502, 482, 590, 491]
article-signature: G. WICKHAM. Waitotara, March 20. bbox=[954, 673, 1124, 684]
ad-subheading: IN THE MOST THOROUGH MANNER. bbox=[1425, 1015, 1573, 1025]
ad-text: RATA, Tawa or Maire Firewood, and Rimu or Hinau Fencing Posts; on truck at Inglewood or delivered by arrangement. Apply— bbox=[1616, 1505, 1836, 1542]
ad-subheading: GOING CONCERN HERE. bbox=[78, 335, 204, 347]
timetable-row bbox=[501, 353, 700, 363]
timetable-row bbox=[501, 616, 700, 627]
timetable-row bbox=[501, 794, 700, 804]
timetable-cell: Leaves Hookham's Corner, New Plymouth bbox=[502, 575, 639, 584]
timetable-cell: 10.10 a.m. bbox=[665, 343, 699, 352]
timetable bbox=[501, 733, 700, 856]
ad-subheading: 110 ACRES. £32. bbox=[103, 833, 179, 845]
ad-heading: FOR SALE bbox=[1558, 95, 1667, 118]
article-paragraph: The many friends of Mr. Gordon Salway, of the Mimi, will congratulate him on his marriage to Miss M. Corcoran, which took place in New Plymouth recently, and with both a most prosperous future. Mrs. Salway is also connected with Waitoitoi, as her brother (Mr. W. Corcoran) resided for a number of years in the settlement, and still retains landed interests in this district. bbox=[713, 1018, 917, 1109]
ad-signature: C. DYKES, Proprietor. bbox=[1228, 840, 1309, 850]
classified-ad bbox=[1161, 730, 1376, 858]
ad-subheading: TIME-TABLE AND FARES. bbox=[549, 722, 652, 732]
ad-text: NOTE.—Passengers for Awakino, etc., can leave New Plymouth by the 12 o'clock (noon) Bus and connect with the 1 p.m. car or by rail via Waitara. Passengers arriving in Waitara at 10.30 a.m. can connect with train to Waitara at 10.45, or 1 p.m. 'bus to New Plymouth. New Plymouth Depot at Snelling and Andrews', Brougham Street. bbox=[501, 376, 700, 433]
classified-ad bbox=[1161, 311, 1376, 431]
timetable-cell: 8.20 bbox=[668, 774, 682, 783]
article-title: NGAERE. bbox=[1015, 116, 1063, 127]
article-paragraph: Tenders were accepted as follow: 1000 cubic yards of boulders at Waiongona, F. Kirk (5s); hand-knapping 200 yards of metal at Motukawa Road, M. Coll (4s). The engineer was empowered to put on extra men to spread a further quantity at the price. bbox=[930, 959, 1148, 1013]
timetable-cell: Leaves Mokau bbox=[502, 229, 550, 238]
classified-ad bbox=[33, 1304, 249, 1349]
ad-line: FOR bbox=[1260, 439, 1277, 449]
ad-subheading: RETURN. bbox=[582, 564, 619, 575]
classified-ad bbox=[262, 274, 488, 338]
classified-ad bbox=[501, 1025, 700, 1108]
timetable-cell: Kent Road bbox=[502, 534, 537, 543]
column-rule bbox=[1382, 68, 1383, 1988]
column-rule bbox=[923, 68, 924, 1988]
article-title: THE PEOPLE'S. bbox=[1001, 1313, 1077, 1324]
timetable-cell: 8.35 bbox=[668, 784, 682, 793]
ad-text: A FARM OF YOUR OWN TERMS. 116 ACRES, Freehold, all ploughable, land well fenced and subdivided. House, cowshed, etc. PRICE £24 PER ACRE. TERMS.—Practically no cash required, providing purchaser is a good worker and can find stock. Present stock of cows, implements, and milking machine can be purchased on terms at valuation if required. APPLY SHARP! bbox=[33, 665, 249, 764]
